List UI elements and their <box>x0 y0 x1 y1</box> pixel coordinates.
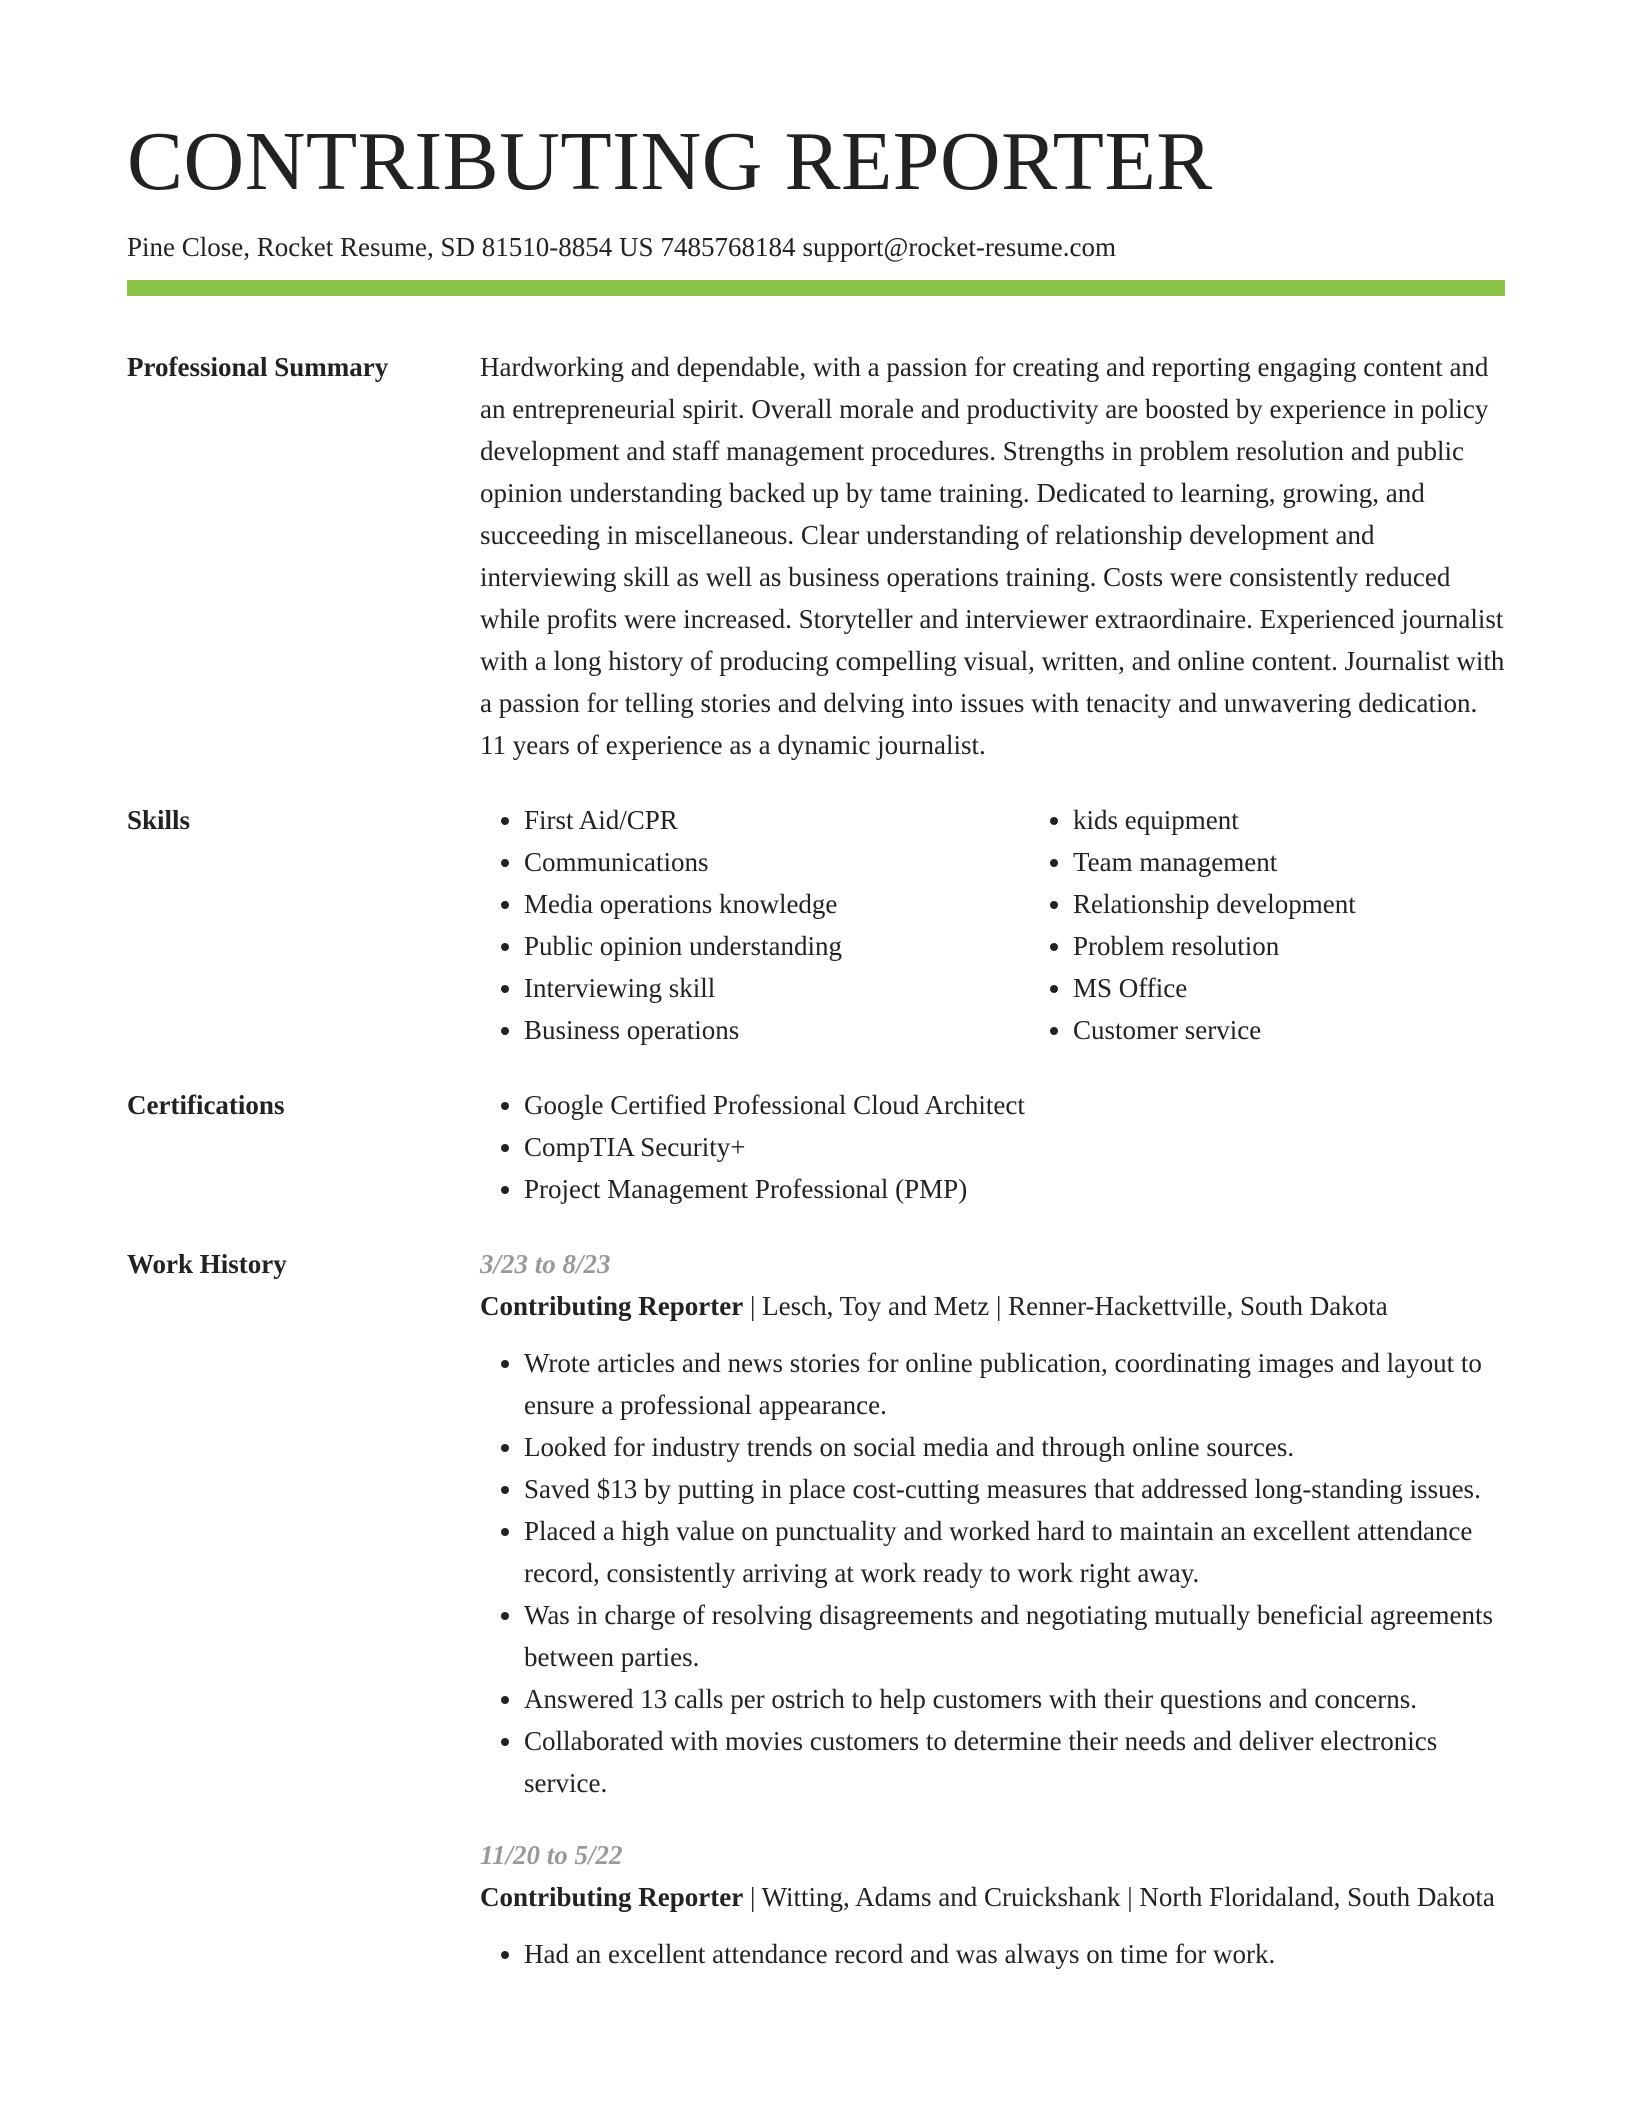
skill-item: • MS Office <box>1073 967 1578 1009</box>
job-bullet: • Saved $13 by putting in place cost-cutting measures that addressed long-standing issues. <box>524 1468 1505 1510</box>
contact-phone: 7485768184 <box>660 232 796 262</box>
job-bullet: • Was in charge of resolving disagreements and negotiating mutually beneficial agreements between parties. <box>524 1594 1505 1678</box>
skill-item: • Relationship development <box>1073 883 1578 925</box>
certification-item: • Project Management Professional (PMP) <box>524 1168 1505 1210</box>
summary-label: Professional Summary <box>127 352 389 382</box>
skills-label: Skills <box>127 805 191 835</box>
certification-item: • Google Certified Professional Cloud Architect <box>524 1084 1505 1126</box>
job-title-line <box>480 1285 1505 1327</box>
skills-grid <box>480 799 1578 1051</box>
skill-item: • Public opinion understanding <box>524 925 1029 967</box>
certifications-list <box>480 1084 1505 1210</box>
job-bullet: • Answered 13 calls per ostrich to help customers with their questions and concerns. <box>524 1678 1505 1720</box>
job-bullet: • Wrote articles and news stories for online publication, coordinating images and layout to ensure a professional appearance. <box>524 1342 1505 1426</box>
job-bullet: • Had an excellent attendance record and was always on time for work. <box>524 1933 1505 1975</box>
skills-list-right <box>1029 799 1578 1051</box>
summary-section <box>127 346 1505 766</box>
certification-item: • CompTIA Security+ <box>524 1126 1505 1168</box>
job-entry <box>480 1834 1505 1975</box>
job-dates: 11/20 to 5/22 <box>480 1840 623 1870</box>
work-history-label: Work History <box>127 1249 287 1279</box>
job-entry <box>480 1243 1505 1804</box>
job-bullet: • Collaborated with movies customers to determine their needs and deliver electronics service. <box>524 1720 1505 1804</box>
job-bullets <box>480 1342 1505 1804</box>
skill-item: • Team management <box>1073 841 1578 883</box>
skill-item: • Business operations <box>524 1009 1029 1051</box>
job-employer-location: | Witting, Adams and Cruickshank | North Floridaland, South Dakota <box>743 1882 1495 1912</box>
job-bullet: • Placed a high value on punctuality and worked hard to maintain an excellent attendance record, consistently arriving at work ready to work right away. <box>524 1510 1505 1594</box>
job-dates: 3/23 to 8/23 <box>480 1249 611 1279</box>
skill-item: • First Aid/CPR <box>524 799 1029 841</box>
resume-page <box>127 115 1505 1975</box>
job-title: Contributing Reporter <box>480 1882 744 1912</box>
skill-item: • Problem resolution <box>1073 925 1578 967</box>
skill-item: • Customer service <box>1073 1009 1578 1051</box>
job-bullets <box>480 1933 1505 1975</box>
skill-item: • Communications <box>524 841 1029 883</box>
resume-name: CONTRIBUTING REPORTER <box>127 115 1213 208</box>
job-title: Contributing Reporter <box>480 1291 744 1321</box>
job-employer-location: | Lesch, Toy and Metz | Renner-Hackettville, South Dakota <box>743 1291 1388 1321</box>
certifications-label: Certifications <box>127 1090 285 1120</box>
header-divider <box>127 280 1505 296</box>
skill-item: • kids equipment <box>1073 799 1578 841</box>
skill-item: • Interviewing skill <box>524 967 1029 1009</box>
job-bullet: • Looked for industry trends on social media and through online sources. <box>524 1426 1505 1468</box>
work-history-section <box>127 1243 1505 1975</box>
contact-address: Pine Close, Rocket Resume, SD 81510-8854 US <box>127 232 654 262</box>
job-title-line <box>480 1876 1505 1918</box>
contact-email: support@rocket-resume.com <box>802 232 1117 262</box>
contact-line <box>127 230 1505 264</box>
certifications-section <box>127 1084 1505 1210</box>
skill-item: • Media operations knowledge <box>524 883 1029 925</box>
skills-list-left <box>480 799 1029 1051</box>
skills-section <box>127 799 1505 1051</box>
summary-text: Hardworking and dependable, with a passion for creating and reporting engaging content and an entrepreneurial spirit. Overall morale and productivity are boosted by experience in policy development and staff management procedures. Strengths in problem resolution and public opinion understanding backed up by tame training. Dedicated to learning, growing, and succeeding in miscellaneous. Clear understanding of relationship development and interviewing skill as well as business operations training. Costs were consistently reduced while profits were increased. Storyteller and interviewer extraordinaire. Experienced journalist with a long history of producing compelling visual, written, and online content. Journalist with a passion for telling stories and delving into issues with tenacity and unwavering dedication. 11 years of experience as a dynamic journalist. <box>480 352 1505 760</box>
